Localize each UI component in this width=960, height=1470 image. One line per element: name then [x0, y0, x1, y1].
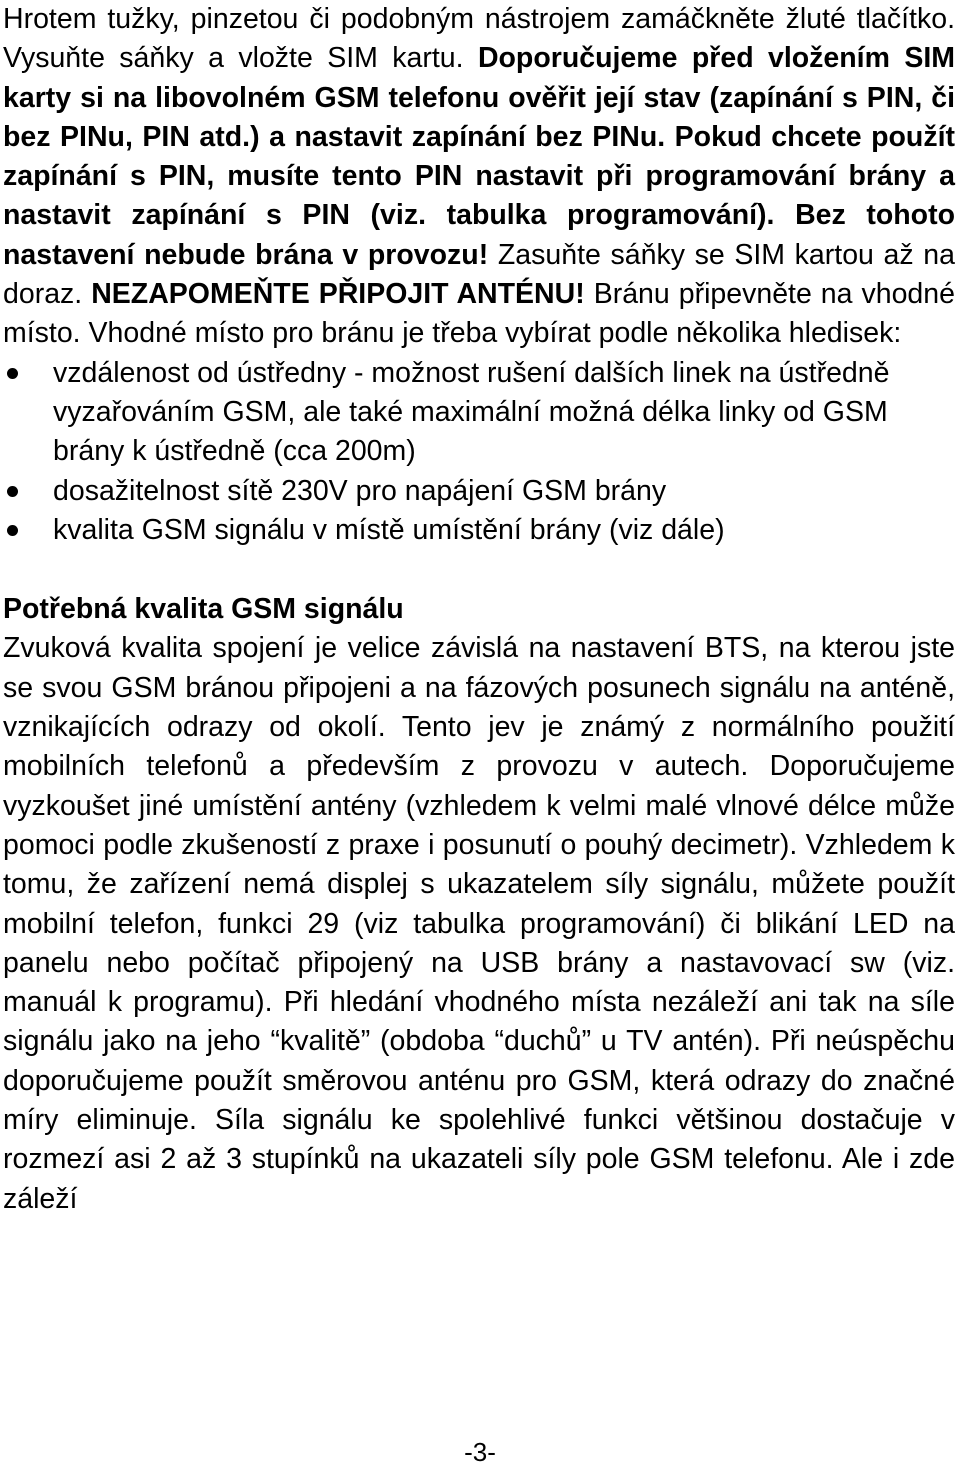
pin-recommendation-bold: Doporučujeme před vložením SIM karty si na libovolném GSM telefonu ověřit její stav (zapínání s PIN, či bez PINu, PIN atd.) a nastavit zapínání bez PINu. Pokud chcete použít zapínání s PIN, musíte tento PIN nastavit při programování brány a nastavit zapínání s PIN (viz. tabulka programování). Bez tohoto nastavení nebude brána v provozu!	[3, 42, 955, 271]
placement-criteria-list	[3, 354, 955, 550]
bullet-icon	[7, 525, 18, 536]
slide-in-text: Zasuňte sáňky se SIM kartou až na doraz.	[3, 238, 956, 311]
signal-quality-paragraph: Zvuková kvalita spojení je velice závislá na nastavení BTS, na kterou jste se svou GSM bránou připojeni a na fázových posunech signálu na anténě, vznikajících odrazy od okolí. Tento jev je známý z normálního použití mobilních telefonů a především z provozu v autech. Doporučujeme vyzkoušet jiné umístění antény (vzhledem k velmi malé vlnové délce může pomoci podle zkušeností z praxe i posunutí o pouhý decimetr). Vzhledem k tomu, že zařízení nemá displej s ukazatelem síly signálu, můžete použít mobilní telefon, funkci 29 (viz tabulka programování) či blikání LED na panelu nebo počítač připojený na USB brány a nastavovací sw (viz. manuál k programu). Při hledání vhodného místa nezáleží ani tak na síle signálu jako na jeho “kvalitě” (obdoba “duchů” u TV antén). Při neúspěchu doporučujeme použít směrovou anténu pro GSM, která odrazy do značné míry eliminuje. Síla signálu ke spolehlivé funkci většinou dostačuje v rozmezí asi 2 až 3 stupínků na ukazateli síly pole GSM telefonu. Ale i zde záleží	[3, 632, 955, 1215]
bullet-icon	[7, 368, 18, 379]
list-item	[3, 511, 955, 550]
placement-text: Bránu připevněte na vhodné místo. Vhodné místo pro bránu je třeba vybírat podle několika hledisek:	[3, 278, 955, 350]
list-item	[3, 354, 955, 472]
section-heading: Potřebná kvalita GSM signálu	[3, 593, 404, 626]
page-number: -3-	[464, 1437, 496, 1467]
list-item-text: dosažitelnost sítě 230V pro napájení GSM brány	[53, 474, 667, 507]
intro-paragraph	[3, 0, 955, 354]
sim-insert-text: Hrotem tužky, pinzetou či podobným nástrojem zamáčkněte žluté tlačítko. Vysuňte sáňky a vložte SIM kartu.	[3, 3, 955, 75]
list-item	[3, 472, 955, 511]
list-item-text: vzdálenost od ústředny - možnost rušení dalších linek na ústředně vyzařováním GSM, ale také maximální možná délka linky od GSM brány k ústředně (cca 200m)	[53, 356, 890, 468]
document-page	[3, 0, 955, 1219]
list-item-text: kvalita GSM signálu v místě umístění brány (viz dále)	[53, 513, 725, 546]
bullet-icon	[7, 486, 18, 497]
antenna-warning-bold: NEZAPOMEŇTE PŘIPOJIT ANTÉNU!	[91, 278, 585, 311]
